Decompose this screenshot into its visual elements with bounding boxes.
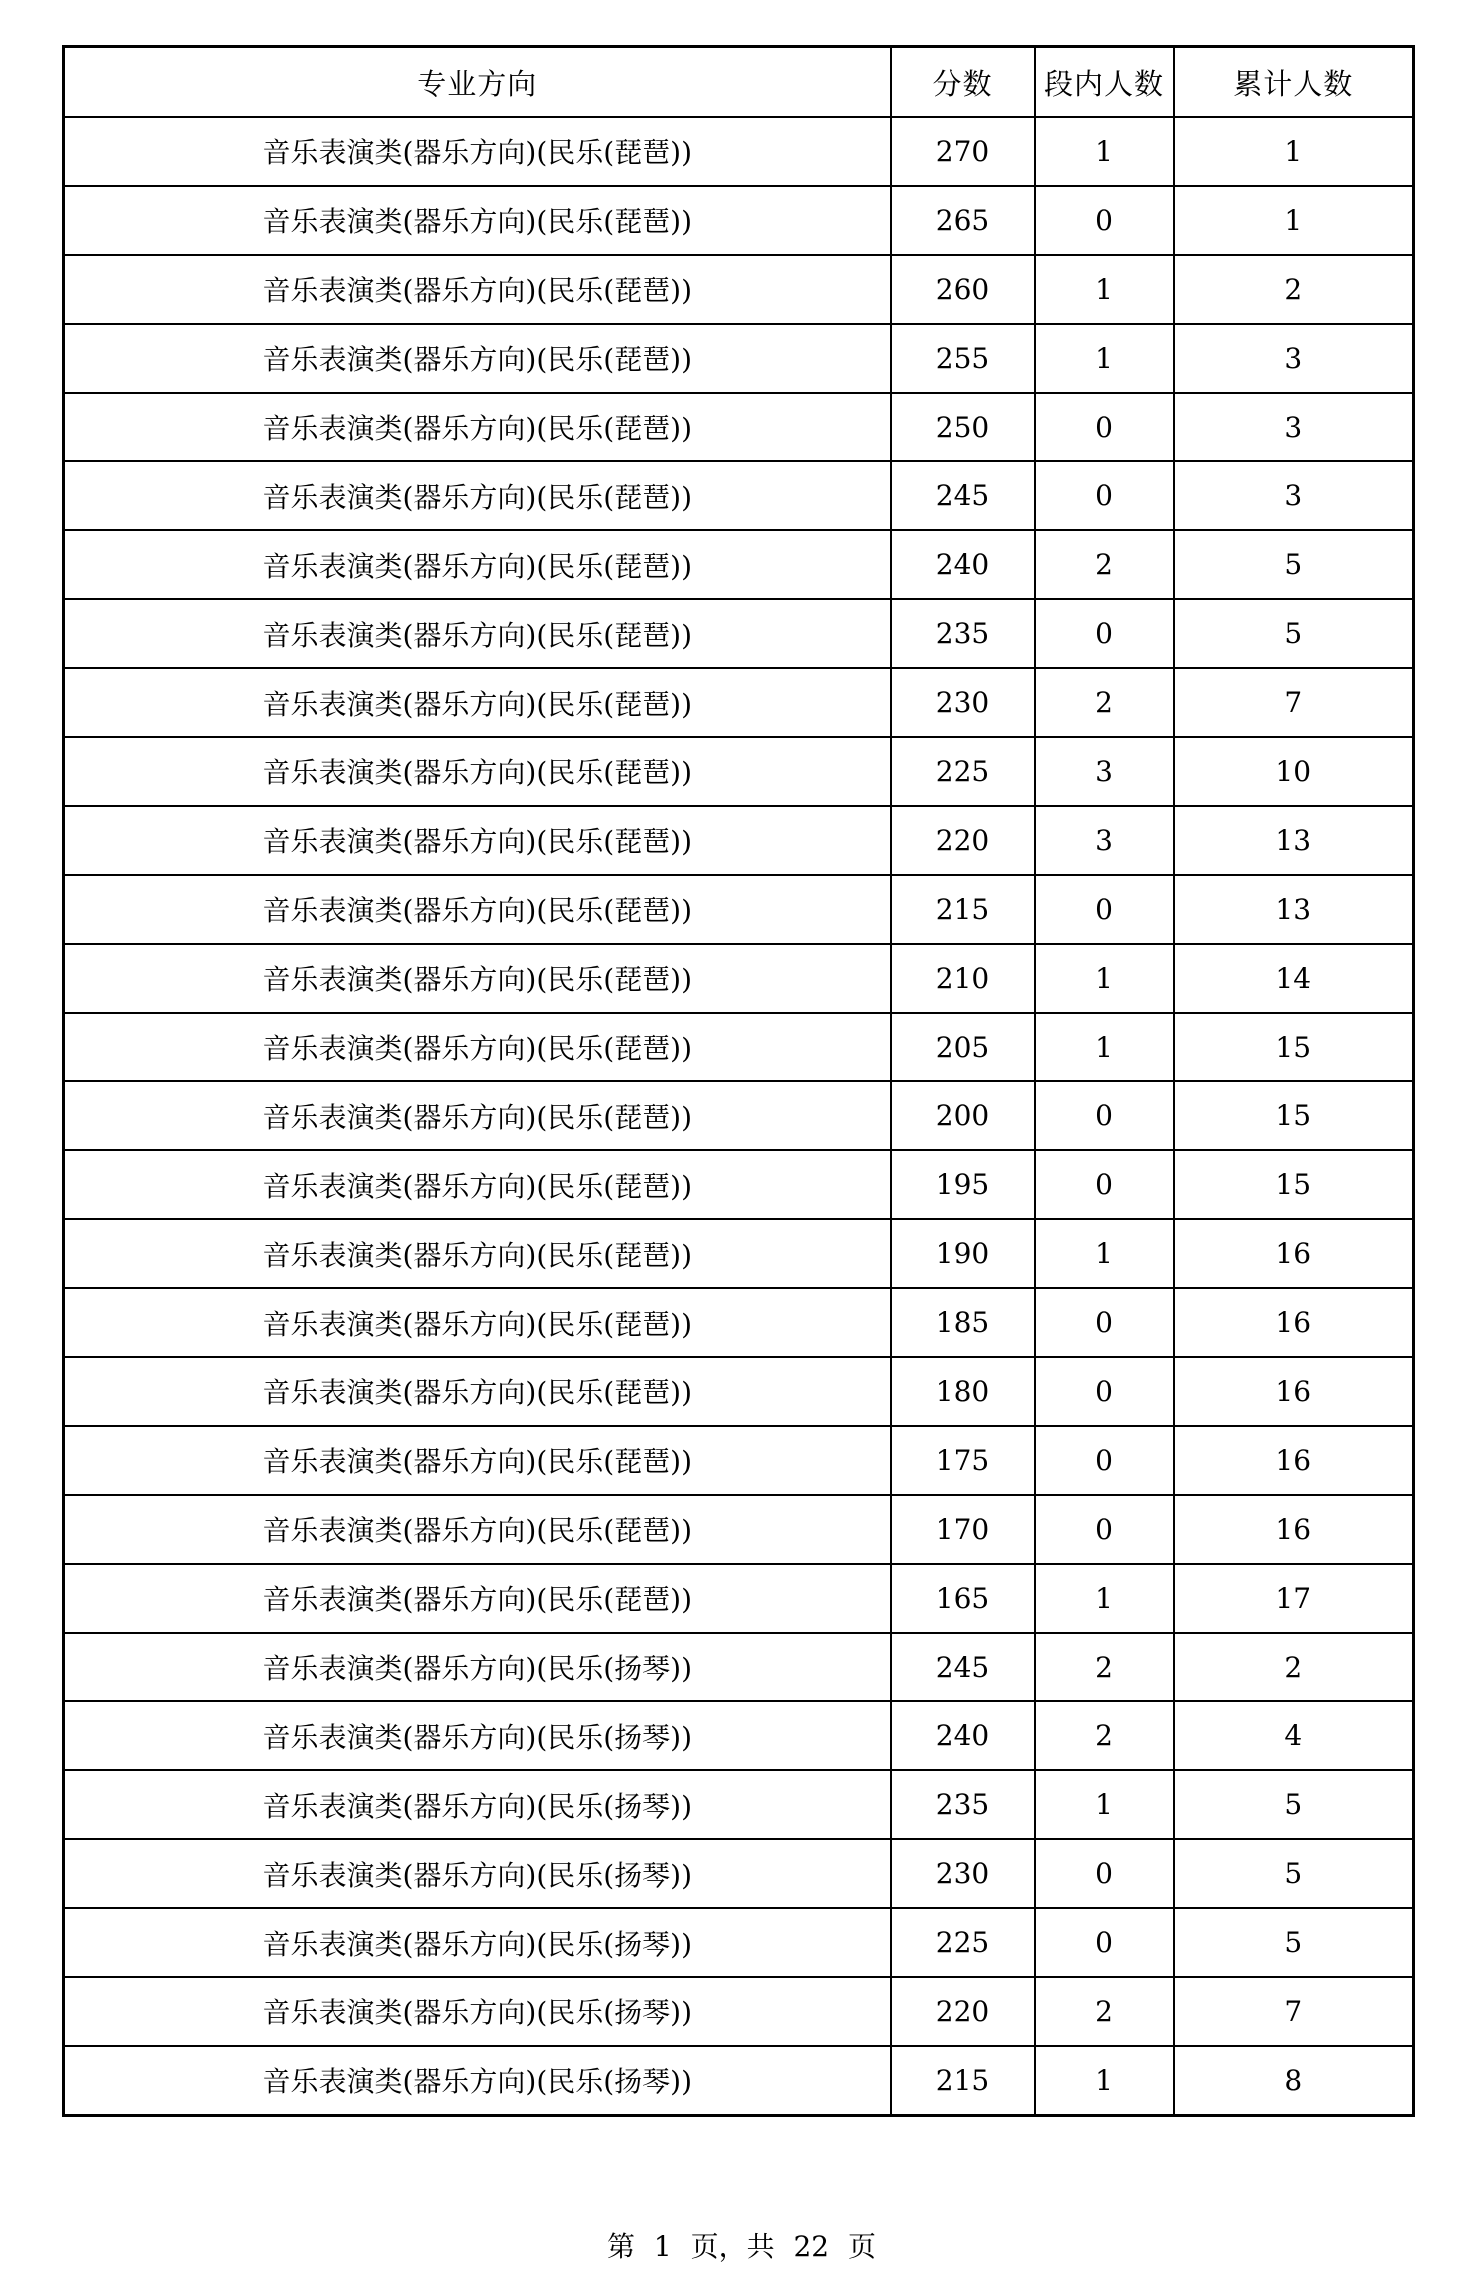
table-row [64,1495,1414,1564]
cell-segment-count: 0 [1035,875,1174,944]
table-row [64,1633,1414,1702]
cell-score: 175 [891,1426,1035,1495]
cell-segment-count: 1 [1035,944,1174,1013]
cell-segment-count: 0 [1035,1839,1174,1908]
cell-major: 音乐表演类(器乐方向)(民乐(琵琶)) [64,393,891,462]
table-row [64,737,1414,806]
cell-score: 220 [891,806,1035,875]
table-row [64,2046,1414,2115]
cell-segment-count: 0 [1035,599,1174,668]
cell-cumulative-count: 5 [1174,599,1414,668]
cell-segment-count: 3 [1035,737,1174,806]
cell-major: 音乐表演类(器乐方向)(民乐(琵琶)) [64,1081,891,1150]
cell-major: 音乐表演类(器乐方向)(民乐(琵琶)) [64,1150,891,1219]
cell-score: 245 [891,461,1035,530]
table-row [64,944,1414,1013]
cell-cumulative-count: 15 [1174,1081,1414,1150]
cell-score: 200 [891,1081,1035,1150]
cell-major: 音乐表演类(器乐方向)(民乐(扬琴)) [64,1977,891,2046]
cell-score: 260 [891,255,1035,324]
cell-score: 225 [891,1908,1035,1977]
cell-cumulative-count: 17 [1174,1564,1414,1633]
cell-major: 音乐表演类(器乐方向)(民乐(琵琶)) [64,255,891,324]
cell-score: 215 [891,875,1035,944]
cell-major: 音乐表演类(器乐方向)(民乐(琵琶)) [64,186,891,255]
cell-segment-count: 0 [1035,1150,1174,1219]
cell-cumulative-count: 13 [1174,806,1414,875]
cell-major: 音乐表演类(器乐方向)(民乐(琵琶)) [64,599,891,668]
header-row [64,47,1414,118]
cell-score: 210 [891,944,1035,1013]
cell-segment-count: 0 [1035,1357,1174,1426]
cell-major: 音乐表演类(器乐方向)(民乐(琵琶)) [64,806,891,875]
header-major: 专业方向 [64,47,891,118]
cell-score: 225 [891,737,1035,806]
cell-segment-count: 0 [1035,1288,1174,1357]
cell-cumulative-count: 16 [1174,1219,1414,1288]
table-row [64,117,1414,186]
table-row [64,530,1414,599]
table-row [64,255,1414,324]
cell-major: 音乐表演类(器乐方向)(民乐(扬琴)) [64,1633,891,1702]
cell-cumulative-count: 16 [1174,1495,1414,1564]
table-row [64,1770,1414,1839]
cell-segment-count: 0 [1035,1081,1174,1150]
cell-cumulative-count: 16 [1174,1357,1414,1426]
cell-score: 235 [891,599,1035,668]
cell-segment-count: 0 [1035,1908,1174,1977]
cell-cumulative-count: 7 [1174,668,1414,737]
cell-segment-count: 0 [1035,393,1174,462]
cell-cumulative-count: 5 [1174,1770,1414,1839]
cell-major: 音乐表演类(器乐方向)(民乐(琵琶)) [64,737,891,806]
cell-major: 音乐表演类(器乐方向)(民乐(琵琶)) [64,461,891,530]
table-row [64,1977,1414,2046]
cell-cumulative-count: 16 [1174,1288,1414,1357]
cell-segment-count: 2 [1035,668,1174,737]
table-body [64,117,1414,2115]
cell-score: 165 [891,1564,1035,1633]
cell-segment-count: 0 [1035,186,1174,255]
cell-cumulative-count: 7 [1174,1977,1414,2046]
table-row [64,1081,1414,1150]
cell-score: 185 [891,1288,1035,1357]
cell-segment-count: 0 [1035,461,1174,530]
table-row [64,1426,1414,1495]
cell-score: 230 [891,668,1035,737]
cell-major: 音乐表演类(器乐方向)(民乐(琵琶)) [64,117,891,186]
cell-score: 265 [891,186,1035,255]
cell-score: 240 [891,1701,1035,1770]
cell-major: 音乐表演类(器乐方向)(民乐(琵琶)) [64,1288,891,1357]
cell-major: 音乐表演类(器乐方向)(民乐(琵琶)) [64,1013,891,1082]
cell-major: 音乐表演类(器乐方向)(民乐(琵琶)) [64,1495,891,1564]
cell-cumulative-count: 3 [1174,461,1414,530]
cell-segment-count: 2 [1035,530,1174,599]
cell-cumulative-count: 13 [1174,875,1414,944]
cell-segment-count: 2 [1035,1633,1174,1702]
header-cumulative-count: 累计人数 [1174,47,1414,118]
cell-segment-count: 1 [1035,324,1174,393]
cell-cumulative-count: 15 [1174,1013,1414,1082]
cell-cumulative-count: 5 [1174,1839,1414,1908]
table-header [64,47,1414,118]
cell-major: 音乐表演类(器乐方向)(民乐(琵琶)) [64,668,891,737]
table-row [64,186,1414,255]
cell-major: 音乐表演类(器乐方向)(民乐(扬琴)) [64,1908,891,1977]
cell-segment-count: 1 [1035,1770,1174,1839]
cell-major: 音乐表演类(器乐方向)(民乐(琵琶)) [64,1357,891,1426]
cell-score: 195 [891,1150,1035,1219]
cell-score: 170 [891,1495,1035,1564]
cell-cumulative-count: 2 [1174,255,1414,324]
cell-major: 音乐表演类(器乐方向)(民乐(扬琴)) [64,1839,891,1908]
cell-major: 音乐表演类(器乐方向)(民乐(扬琴)) [64,1701,891,1770]
cell-cumulative-count: 5 [1174,530,1414,599]
table-row [64,1150,1414,1219]
cell-segment-count: 0 [1035,1426,1174,1495]
cell-cumulative-count: 2 [1174,1633,1414,1702]
cell-cumulative-count: 3 [1174,324,1414,393]
cell-major: 音乐表演类(器乐方向)(民乐(扬琴)) [64,1770,891,1839]
header-score: 分数 [891,47,1035,118]
table-row [64,1839,1414,1908]
table-row [64,1908,1414,1977]
cell-score: 240 [891,530,1035,599]
table-row [64,1564,1414,1633]
page-number-footer: 第 1 页，共 22 页 [606,2230,877,2263]
header-segment-count: 段内人数 [1035,47,1174,118]
cell-major: 音乐表演类(器乐方向)(民乐(琵琶)) [64,324,891,393]
table-row [64,806,1414,875]
cell-major: 音乐表演类(器乐方向)(民乐(琵琶)) [64,530,891,599]
score-distribution-table [62,45,1415,2117]
table-row [64,599,1414,668]
cell-segment-count: 2 [1035,1977,1174,2046]
cell-score: 235 [891,1770,1035,1839]
cell-score: 215 [891,2046,1035,2115]
cell-score: 190 [891,1219,1035,1288]
cell-cumulative-count: 1 [1174,117,1414,186]
cell-major: 音乐表演类(器乐方向)(民乐(扬琴)) [64,2046,891,2115]
table-row [64,1288,1414,1357]
cell-segment-count: 1 [1035,1564,1174,1633]
cell-cumulative-count: 14 [1174,944,1414,1013]
cell-major: 音乐表演类(器乐方向)(民乐(琵琶)) [64,1426,891,1495]
table-row [64,461,1414,530]
cell-cumulative-count: 15 [1174,1150,1414,1219]
cell-major: 音乐表演类(器乐方向)(民乐(琵琶)) [64,1219,891,1288]
table-row [64,1013,1414,1082]
cell-segment-count: 1 [1035,2046,1174,2115]
cell-cumulative-count: 8 [1174,2046,1414,2115]
cell-cumulative-count: 4 [1174,1701,1414,1770]
cell-cumulative-count: 5 [1174,1908,1414,1977]
cell-cumulative-count: 16 [1174,1426,1414,1495]
cell-major: 音乐表演类(器乐方向)(民乐(琵琶)) [64,1564,891,1633]
cell-cumulative-count: 10 [1174,737,1414,806]
cell-segment-count: 1 [1035,117,1174,186]
cell-score: 270 [891,117,1035,186]
table-row [64,1219,1414,1288]
cell-segment-count: 1 [1035,255,1174,324]
cell-score: 230 [891,1839,1035,1908]
cell-segment-count: 1 [1035,1219,1174,1288]
cell-score: 220 [891,1977,1035,2046]
cell-cumulative-count: 1 [1174,186,1414,255]
cell-segment-count: 2 [1035,1701,1174,1770]
cell-major: 音乐表演类(器乐方向)(民乐(琵琶)) [64,875,891,944]
table-row [64,1357,1414,1426]
table-row [64,1701,1414,1770]
cell-segment-count: 0 [1035,1495,1174,1564]
table-row [64,875,1414,944]
cell-score: 205 [891,1013,1035,1082]
cell-major: 音乐表演类(器乐方向)(民乐(琵琶)) [64,944,891,1013]
cell-score: 180 [891,1357,1035,1426]
cell-score: 255 [891,324,1035,393]
cell-score: 250 [891,393,1035,462]
cell-segment-count: 1 [1035,1013,1174,1082]
table-row [64,324,1414,393]
table-row [64,668,1414,737]
table-row [64,393,1414,462]
cell-cumulative-count: 3 [1174,393,1414,462]
cell-segment-count: 3 [1035,806,1174,875]
cell-score: 245 [891,1633,1035,1702]
